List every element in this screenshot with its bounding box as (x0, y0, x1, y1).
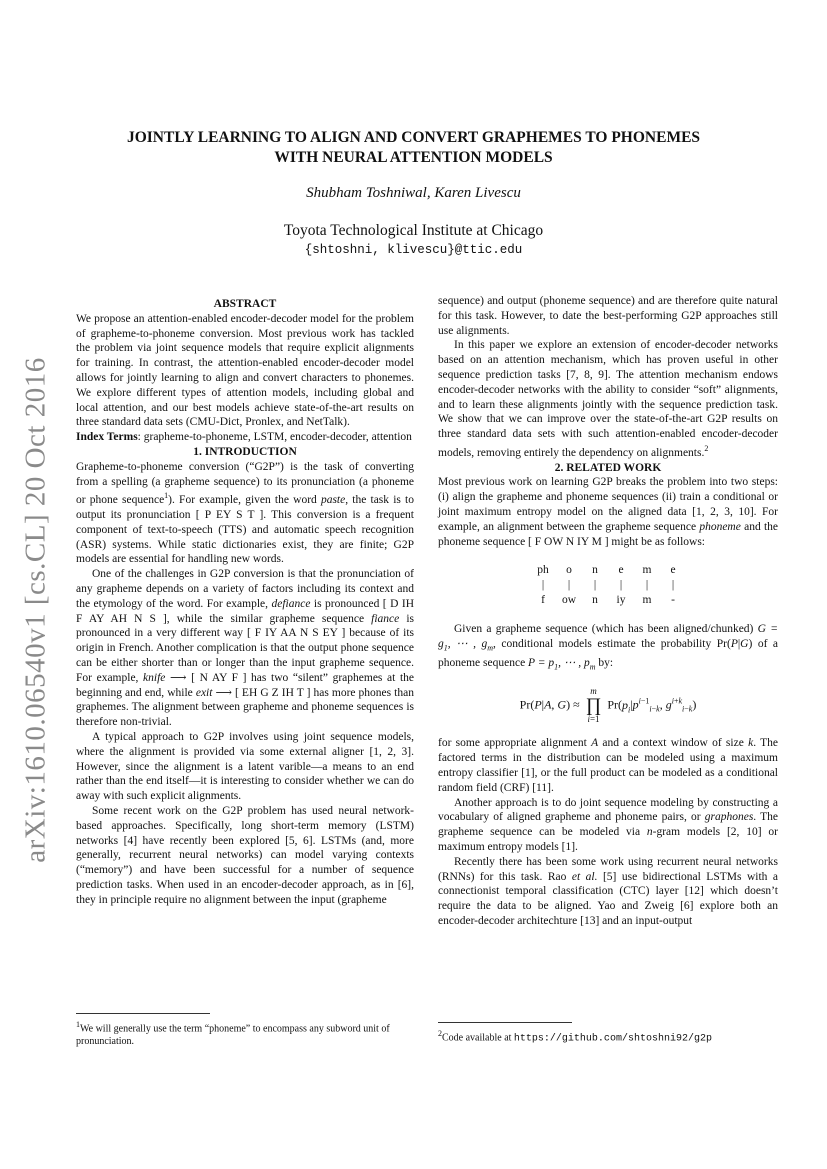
related-paragraph-5 (438, 855, 778, 929)
alignment-cell: e (670, 564, 676, 577)
related-p4-text: . The grapheme sequence can be modeled via (438, 811, 779, 839)
product-operator: m ∏ i=1 (585, 686, 602, 725)
intro-heading: 1. INTRODUCTION (193, 445, 297, 458)
title-line-1: JOINTLY LEARNING TO ALIGN AND CONVERT GRAPHEMES TO PHONEMES (126, 129, 701, 146)
related-p1-text: Most previous work on learning G2P breaks the problem into two steps: (i) align the grapheme and phoneme sequences (ii) train a conditional or joint maximum entropy model on the aligned data [1, 2, 3, 10]. For example, an alignment between the grapheme sequence (438, 476, 778, 533)
alignment-cell: ow (561, 594, 577, 607)
related-p4-text: Another approach is to do joint sequence modeling by constructing a vocabulary of aligned grapheme and phoneme pairs, or (438, 796, 778, 824)
related-paragraph-3 (438, 736, 778, 795)
footnote-ref-1[interactable]: 1 (164, 491, 169, 501)
code-link[interactable]: https://github.com/shtoshni92/g2p (513, 1033, 712, 1045)
alignment-bar: | (619, 579, 623, 592)
right-paragraph-1: sequence) and output (phoneme sequence) and are therefore quite natural for this task. However, to date the best-performing G2P approaches still use alignments. (438, 295, 778, 337)
footnote-2-mark: 2 (438, 1029, 442, 1038)
intro-p2-text: ⟶ [ N AY F ] has two “silent” graphemes at the beginning and end, while (76, 671, 414, 699)
alignment-cell: m (642, 594, 652, 607)
alignment-cell: m (642, 564, 652, 577)
right-column (438, 294, 778, 929)
intro-p2-text: is pronounced [ D IH F AY AH N S ], while the similar grapheme sequence (76, 597, 414, 625)
intro-p2-word: fiance (371, 612, 400, 625)
alignment-bar: | (567, 579, 571, 592)
alignment-bar: | (645, 579, 649, 592)
bar-row (530, 578, 686, 593)
intro-paragraph-2 (76, 567, 414, 730)
intro-p2-text: One of the challenges in G2P conversion is that the pronunciation of any grapheme depends on a variety of factors including its context and the etymology of the word. For example, (76, 568, 414, 610)
intro-paragraph-4: Some recent work on the G2P problem has used neural network-based approaches. Specifically, long short-term memory (LSTM) networks [4] have recently been explored [5, 6]. LSTMs (and, more generally, recurrent neural networks) can model varying contexts (“memory”) and have been successful for a number of sequence prediction tasks. When used in an encoder-decoder approach, as in [6], they in principle require no alignment between the input (grapheme (76, 804, 414, 906)
alignment-cell: o (566, 564, 572, 577)
intro-paragraph-3: A typical approach to G2P involves using joint sequence models, where the alignment is provided via some external aligner [1, 2, 3]. However, since the alignment is a latent varible—a means to an end rather than the end itself—it is interesting to consider whether we can do away with such explicit alignments. (76, 730, 414, 803)
related-p2-text: Given a grapheme sequence (which has been aligned/chunked) (454, 623, 758, 636)
grapheme-row (530, 563, 686, 578)
math-a: A (591, 737, 599, 750)
related-p2-text: of a phoneme sequence (438, 638, 779, 670)
related-p5-text: [5] use bidirectional LSTMs with a connectionist temporal classification (CTC) layer [12] which doesn’t require the data to be aligned. Yao and Zweig [6] explore both an encoder-decoder architechture [13] and an input-output (438, 870, 778, 927)
related-paragraph-2 (438, 622, 778, 675)
equation-conditional: Pr(P|A, G) ≈ m ∏ i=1 $Pr(p_i|p^{i-1}_{i-k}$, $g^{i+k}_{i-k}$) (519, 686, 697, 725)
intro-p2-word: knife (143, 671, 166, 684)
related-p2-text: by: (595, 657, 614, 670)
intro-p2-text: is pronounced in a very different way [ F IY AA N S EY ] because of its origin in French. Another complication is that the output phone sequence can be either shorter than or longer than the input grapheme sequence. For example, (76, 612, 414, 684)
alignment-bar: | (593, 579, 597, 592)
related-paragraph-4 (438, 796, 778, 855)
footnote-1-text: We will generally use the term “phoneme” to encompass any subword unit of pronunciation. (76, 1023, 390, 1047)
intro-p1-text: , the task is to output its pronunciation [ P EY S T ]. This conversion is a frequent component of text-to-speech (TTS) and automatic speech recognition (ASR) systems. While static dictionaries exist, they are finite; G2P models are essential for handling new words. (76, 494, 414, 566)
alignment-table (530, 563, 686, 608)
footnote-2 (438, 1028, 778, 1046)
related-p4-text: -gram models [2, 10] or maximum entropy models [1]. (438, 826, 778, 853)
affiliation: Toyota Technological Institute at Chicago (283, 222, 544, 239)
alignment-cell: n (592, 564, 598, 577)
math-p-sequence: $P = p_1$, ⋯ , $p_m$ (528, 657, 596, 672)
intro-p1-text: Grapheme-to-phoneme conversion (“G2P”) is the task of converting from a spelling (a grapheme sequence) to its pronunciation (a phoneme or phone sequence (76, 460, 414, 507)
right-p2-text: In this paper we explore an extension of encoder-decoder networks based on an attention mechanism, which has proven useful in other sequence prediction tasks [7, 8, 9]. The attention mechanism endows encoder-decoder networks with the ability to consider “soft” alignments, and to learn these alignments jointly with the sequence prediction task. We show that we can improve over the state-of-the-art G2P results on three standard data sets with such attention-enabled encoder-decoder models, removing entirely the dependency on alignments. (438, 339, 778, 459)
math-g-sequence: $G = g_1$, ⋯ , $g_m$ (438, 623, 778, 653)
footnote-rule-right (438, 1022, 572, 1023)
alignment-bar: | (671, 579, 675, 592)
index-terms-text: : grapheme-to-phoneme, LSTM, encoder-decoder, attention (137, 431, 412, 444)
right-paragraph-2 (438, 338, 778, 460)
footnote-1 (76, 1019, 414, 1048)
abstract-body: We propose an attention-enabled encoder-decoder model for the problem of grapheme-to-phoneme conversion. Most previous work has tackled the problem via joint sequence models that require explicit alignments for training. In contrast, the attention-enabled encoder-decoder model allows for jointly learning to align and convert characters to phonemes. We explore different types of attention models, including global and local attention, and our best models achieve state-of-the-art results on three standard data sets (CMU-Dict, Pronlex, and NetTalk). (76, 312, 414, 429)
authors: Shubham Toshniwal, Karen Livescu (306, 185, 521, 201)
alignment-cell: e (618, 564, 624, 577)
arxiv-sidebar (14, 357, 58, 863)
alignment-bar: | (541, 579, 545, 592)
math-k: k (748, 737, 754, 750)
alignment-cell: ph (537, 564, 549, 577)
title-line-2: WITH NEURAL ATTENTION MODELS (274, 149, 553, 166)
alignment-cell: iy (616, 594, 626, 607)
arxiv-identifier: arXiv:1610.06540v1 [cs.CL] 20 Oct 2016 (19, 357, 52, 863)
intro-p2-text: ⟶ [ EH G Z IH T ] has more phones than graphemes. The alignment between grapheme and phoneme sequences is therefore non-trivial. (76, 686, 414, 729)
paper-title (0, 128, 827, 168)
footnote-2-text: Code available at (442, 1032, 514, 1044)
alignment-cell: f (541, 594, 545, 607)
left-column (76, 297, 414, 908)
related-p3-text: . The factored terms in the distribution can be modeled using a maximum entropy classifier [1], or the full product can be modeled as a conditional random field (CRF) [11]. (438, 737, 778, 794)
math-n: n (646, 826, 653, 839)
intro-paragraph-1 (76, 460, 414, 567)
related-p3-text: for some appropriate alignment (438, 737, 592, 750)
related-p1-text: and the phoneme sequence [ F OW N IY M ] might be as follows: (438, 520, 778, 548)
intro-p2-word: defiance (271, 597, 311, 610)
related-p4-word: graphones (704, 811, 754, 824)
footnote-ref-2[interactable]: 2 (704, 443, 709, 453)
related-p5-etal: et al. (571, 870, 598, 883)
abstract-heading: ABSTRACT (213, 298, 277, 310)
related-paragraph-1 (438, 475, 778, 549)
index-terms (76, 430, 414, 445)
alignment-cell: - (671, 594, 675, 607)
math-prob: Pr(P|G) (716, 638, 753, 651)
related-work-heading: 2. RELATED WORK (554, 461, 662, 474)
related-p1-word: phoneme (699, 520, 741, 533)
alignment-cell: n (592, 594, 598, 607)
related-p2-text: , conditional models estimate the probability (493, 638, 717, 651)
intro-p2-word: exit (195, 686, 213, 699)
footnote-1-mark: 1 (76, 1020, 80, 1029)
intro-p1-text: ). For example, given the word (168, 494, 321, 507)
author-email[interactable]: {shtoshni, klivescu}@ttic.edu (304, 243, 523, 257)
related-p3-text: and a context window of size (598, 737, 749, 750)
phoneme-row (530, 593, 686, 608)
intro-p1-word: paste (320, 494, 346, 507)
index-terms-label: Index Terms (76, 431, 138, 444)
footnote-rule-left (76, 1013, 210, 1014)
related-p5-text: Recently there has been some work using recurrent neural networks (RNNs) for this task. Rao (438, 855, 778, 883)
